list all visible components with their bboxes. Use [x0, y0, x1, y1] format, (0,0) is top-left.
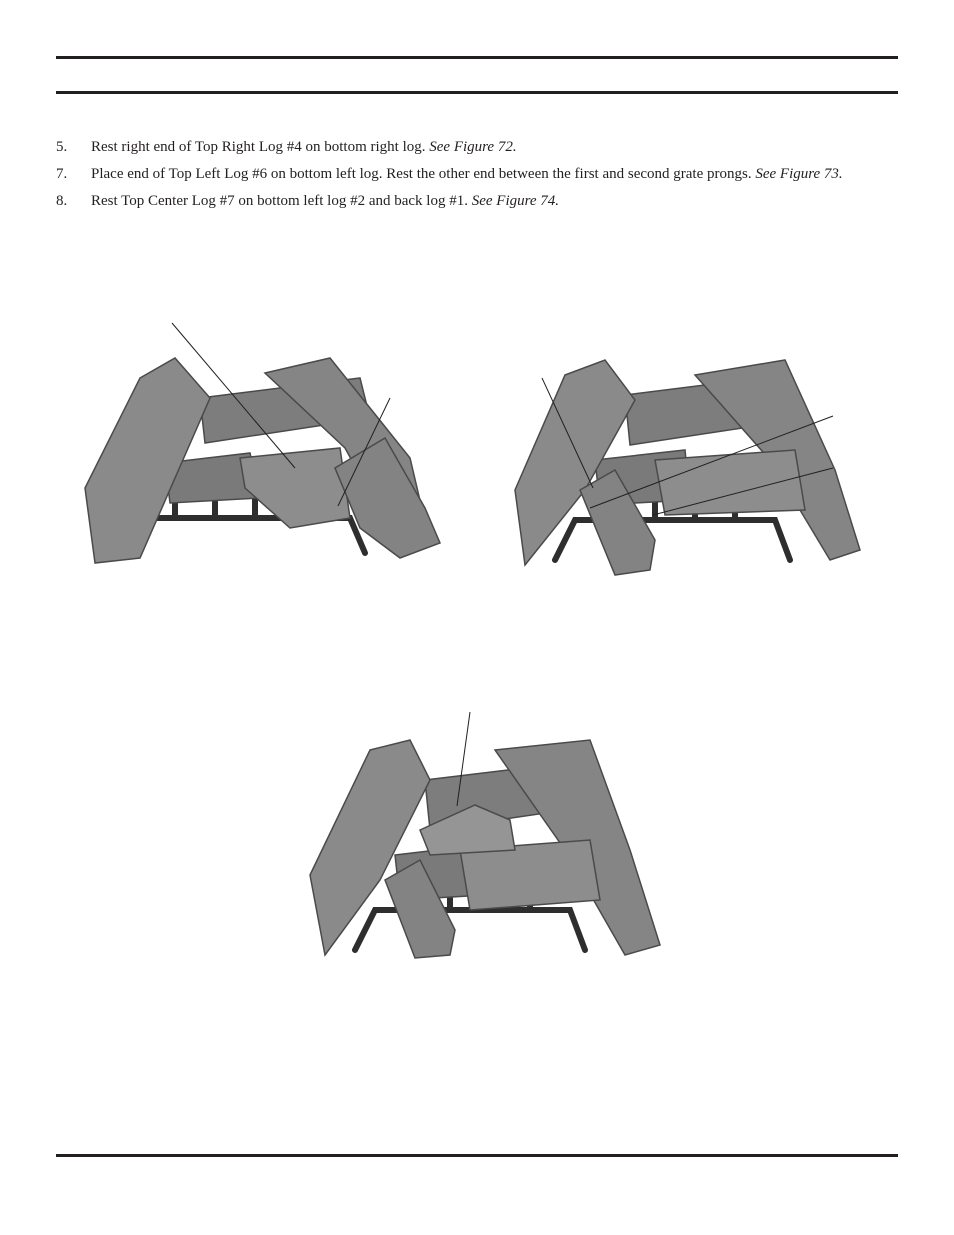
- step-item: [56, 137, 898, 157]
- footer-rule: [56, 1154, 898, 1157]
- figure-74: [300, 710, 670, 970]
- step-item: [56, 164, 898, 184]
- figure-reference: See Figure 72.: [429, 139, 517, 155]
- log-stack: [85, 358, 440, 563]
- step-text: Rest right end of Top Right Log #4 on bottom right log.: [91, 139, 430, 155]
- instruction-steps: [56, 137, 898, 218]
- log-set-grate-illustration-icon: [80, 318, 450, 578]
- step-number: 7.: [56, 166, 68, 182]
- log-set-grate-illustration-icon: [300, 710, 670, 970]
- figure-reference: See Figure 74.: [471, 193, 560, 209]
- step-text: Place end of Top Left Log #6 on bottom left log. Rest the other end between the first and second grate prongs.: [91, 166, 756, 182]
- figure-reference: See Figure 73.: [755, 166, 843, 182]
- step-number: 5.: [56, 139, 68, 155]
- header-rule-top: [56, 56, 898, 59]
- step-number: 8.: [56, 193, 68, 209]
- figure-72: [80, 318, 450, 578]
- step-text: Rest Top Center Log #7 on bottom left log #2 and back log #1.: [91, 193, 472, 209]
- header-rule-bottom: [56, 91, 898, 94]
- log-stack: [310, 740, 660, 958]
- step-item: [56, 191, 898, 211]
- figure-73: [505, 350, 875, 580]
- log-set-grate-illustration-icon: [505, 350, 875, 580]
